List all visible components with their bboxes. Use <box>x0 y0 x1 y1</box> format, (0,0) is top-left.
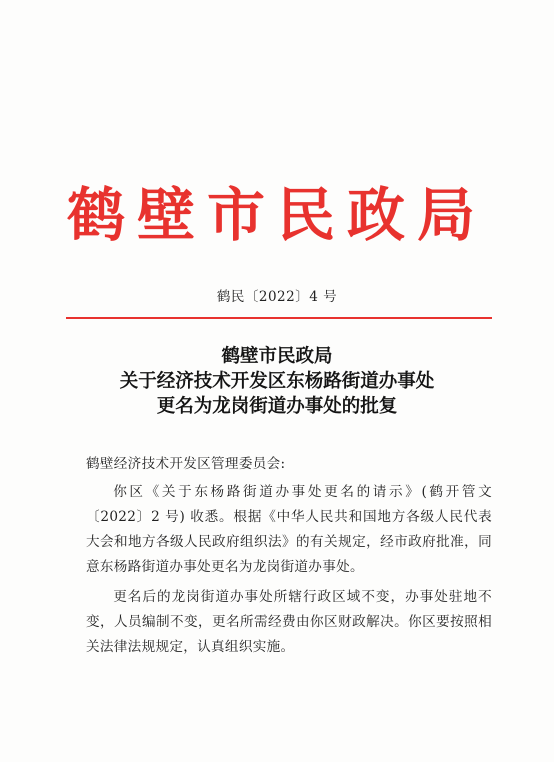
red-divider-line <box>66 317 492 319</box>
salutation: 鹤壁经济技术开发区管理委员会: <box>86 456 286 472</box>
title-line-1: 鹤壁市民政局 <box>221 346 333 367</box>
document-title <box>0 344 554 419</box>
document-number: 鹤民〔2022〕4 号 <box>216 289 338 305</box>
body-paragraph-2: 更名后的龙岗街道办事处所辖行政区域不变，办事处驻地不变，人员编制不变，更名所需经费由你区财政解决。你区要按照相关法律法规规定，认真组织实施。 <box>86 589 492 655</box>
body-paragraph-1: 你区《关于东杨路街道办事处更名的请示》(鹤开管文〔2022〕2 号) 收悉。根据《中华人民共和国地方各级人民代表大会和地方各级人民政府组织法》的有关规定，经市政府批准，同意东杨路街道办事处更名为龙岗街道办事处。 <box>86 484 492 575</box>
page-bottom-blank <box>0 670 554 762</box>
title-line-2: 关于经济技术开发区东杨路街道办事处 <box>119 371 435 392</box>
document-body <box>86 452 492 665</box>
title-line-3: 更名为龙岗街道办事处的批复 <box>156 396 398 417</box>
issuing-authority-header: 鹤壁市民政局 <box>66 181 487 249</box>
